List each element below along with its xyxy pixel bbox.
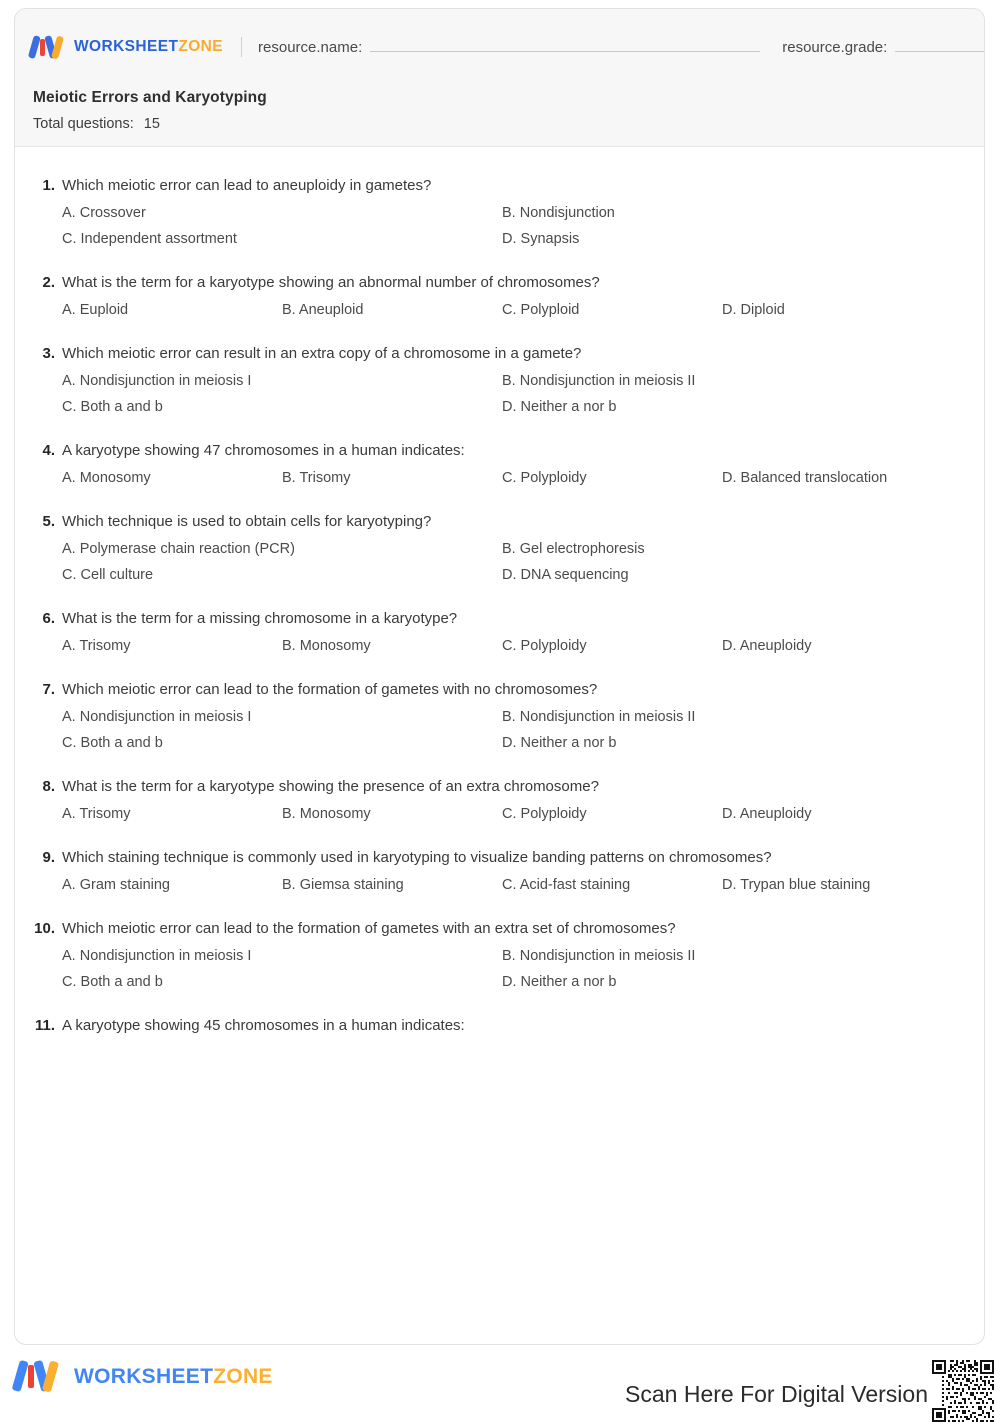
question-number: 9. <box>42 849 55 866</box>
question-number: 5. <box>42 513 55 530</box>
answer-option[interactable]: B. Nondisjunction <box>502 205 615 221</box>
answer-options <box>15 948 984 990</box>
question-spacer <box>15 668 984 679</box>
question-text: Which meiotic error can lead to the formation of gametes with no chromosomes? <box>62 681 598 698</box>
question-text: Which meiotic error can lead to the formation of gametes with an extra set of chromosomes? <box>62 920 676 937</box>
question-item <box>15 272 984 318</box>
footer-brand-word-zone: ZONE <box>213 1364 273 1388</box>
question-item <box>15 776 984 822</box>
answer-option[interactable]: B. Trisomy <box>282 470 351 486</box>
question-item <box>15 847 984 893</box>
answer-options <box>15 470 984 486</box>
answer-option[interactable]: B. Giemsa staining <box>282 877 404 893</box>
question-item <box>15 511 984 583</box>
answer-option[interactable]: B. Nondisjunction in meiosis II <box>502 373 696 389</box>
question-item <box>15 918 984 990</box>
question-number: 8. <box>42 778 55 795</box>
question-item <box>15 679 984 751</box>
question-number: 10. <box>34 920 55 937</box>
answer-option-row <box>15 470 984 486</box>
answer-option-row <box>15 948 984 964</box>
header-divider <box>241 37 242 57</box>
question-item <box>15 175 984 247</box>
answer-option[interactable]: C. Polyploidy <box>502 638 587 654</box>
answer-option[interactable]: D. Neither a nor b <box>502 735 617 751</box>
answer-option-row <box>15 974 984 990</box>
answer-option-row <box>15 205 984 221</box>
answer-option[interactable]: A. Trisomy <box>62 806 131 822</box>
question-heading <box>15 440 984 461</box>
answer-option[interactable]: D. Balanced translocation <box>722 470 888 486</box>
brand-wordmark <box>74 38 223 56</box>
question-heading <box>15 608 984 629</box>
question-number: 2. <box>42 274 55 291</box>
question-spacer <box>15 429 984 440</box>
answer-option-row <box>15 567 984 583</box>
answer-option[interactable]: B. Monosomy <box>282 638 371 654</box>
answer-options <box>15 373 984 415</box>
answer-option[interactable]: D. Synapsis <box>502 231 580 247</box>
question-number: 3. <box>42 345 55 362</box>
answer-option-row <box>15 877 984 893</box>
worksheet-title: Meiotic Errors and Karyotyping <box>33 89 267 106</box>
question-spacer <box>15 1050 984 1061</box>
answer-options <box>15 877 984 893</box>
answer-option[interactable]: A. Gram staining <box>62 877 170 893</box>
total-questions-label: Total questions: <box>33 116 134 132</box>
answer-option-row <box>15 541 984 557</box>
name-field[interactable] <box>258 38 760 56</box>
question-spacer <box>15 597 984 608</box>
answer-option-row <box>15 709 984 725</box>
question-heading <box>15 918 984 939</box>
answer-option[interactable]: C. Independent assortment <box>62 231 237 247</box>
answer-option[interactable]: C. Polyploidy <box>502 806 587 822</box>
worksheet-header <box>15 9 984 147</box>
answer-option-row <box>15 231 984 247</box>
header-row <box>33 33 984 61</box>
question-text: Which meiotic error can result in an extra copy of a chromosome in a gamete? <box>62 345 582 362</box>
question-spacer <box>15 765 984 776</box>
question-number: 11. <box>34 1017 55 1034</box>
brand-word-zone: ZONE <box>178 38 224 55</box>
worksheetzone-footer-logo-icon <box>18 1360 64 1393</box>
question-number: 7. <box>42 681 55 698</box>
answer-option[interactable]: A. Monosomy <box>62 470 151 486</box>
answer-option[interactable]: C. Polyploid <box>502 302 580 318</box>
grade-field[interactable] <box>782 38 985 56</box>
footer-brand-wordmark <box>74 1365 273 1389</box>
answer-option[interactable]: D. Aneuploidy <box>722 638 812 654</box>
answer-option-row <box>15 302 984 318</box>
answer-option[interactable]: C. Polyploidy <box>502 470 587 486</box>
answer-option[interactable]: A. Euploid <box>62 302 129 318</box>
answer-option[interactable]: C. Acid-fast staining <box>502 877 631 893</box>
name-field-label: resource.name: <box>258 39 363 56</box>
footer-brand-word-worksheet: WORKSHEET <box>74 1364 214 1388</box>
answer-option[interactable]: A. Nondisjunction in meiosis I <box>62 948 252 964</box>
question-spacer <box>15 332 984 343</box>
answer-option[interactable]: D. DNA sequencing <box>502 567 629 583</box>
answer-options <box>15 638 984 654</box>
question-spacer <box>15 500 984 511</box>
scan-prompt-text: Scan Here For Digital Version <box>625 1381 928 1407</box>
question-text: What is the term for a missing chromosome in a karyotype? <box>62 610 458 627</box>
question-heading <box>15 175 984 196</box>
worksheetzone-logo-icon <box>33 35 67 59</box>
question-item <box>15 343 984 415</box>
answer-options <box>15 541 984 583</box>
answer-option[interactable]: A. Crossover <box>62 205 146 221</box>
question-spacer <box>15 261 984 272</box>
answer-option[interactable]: B. Nondisjunction in meiosis II <box>502 948 696 964</box>
question-number: 6. <box>42 610 55 627</box>
name-field-line[interactable] <box>370 38 760 52</box>
question-heading <box>15 272 984 293</box>
answer-option[interactable]: A. Nondisjunction in meiosis I <box>62 373 252 389</box>
question-heading <box>15 679 984 700</box>
answer-options <box>15 709 984 751</box>
question-heading <box>15 511 984 532</box>
question-heading <box>15 343 984 364</box>
question-number: 4. <box>42 442 55 459</box>
answer-option[interactable]: C. Both a and b <box>62 974 163 990</box>
answer-option[interactable]: A. Polymerase chain reaction (PCR) <box>62 541 295 557</box>
question-item <box>15 1015 984 1036</box>
question-text: What is the term for a karyotype showing an abnormal number of chromosomes? <box>62 274 600 291</box>
question-heading <box>15 1015 984 1036</box>
answer-option[interactable]: D. Diploid <box>722 302 785 318</box>
answer-option[interactable]: B. Nondisjunction in meiosis II <box>502 709 696 725</box>
question-text: A karyotype showing 45 chromosomes in a human indicates: <box>62 1017 465 1034</box>
question-spacer <box>15 836 984 847</box>
question-spacer <box>15 1004 984 1015</box>
answer-option[interactable]: C. Both a and b <box>62 735 163 751</box>
grade-field-label: resource.grade: <box>782 39 888 56</box>
question-heading <box>15 847 984 868</box>
answer-option[interactable]: B. Monosomy <box>282 806 371 822</box>
question-number: 1. <box>42 177 55 194</box>
question-text: A karyotype showing 47 chromosomes in a human indicates: <box>62 442 465 459</box>
answer-option[interactable]: B. Aneuploid <box>282 302 364 318</box>
answer-option-row <box>15 806 984 822</box>
answer-option[interactable]: A. Nondisjunction in meiosis I <box>62 709 252 725</box>
answer-options <box>15 806 984 822</box>
answer-option[interactable]: C. Both a and b <box>62 399 163 415</box>
answer-option-row <box>15 373 984 389</box>
answer-option[interactable]: B. Gel electrophoresis <box>502 541 645 557</box>
total-questions-value: 15 <box>143 116 160 132</box>
qr-code-icon[interactable] <box>930 1358 996 1424</box>
answer-option[interactable]: D. Neither a nor b <box>502 974 617 990</box>
answer-option[interactable]: A. Trisomy <box>62 638 131 654</box>
answer-option-row <box>15 399 984 415</box>
page-footer <box>0 1352 1000 1414</box>
answer-option[interactable]: D. Neither a nor b <box>502 399 617 415</box>
total-questions <box>33 116 160 132</box>
question-spacer <box>15 907 984 918</box>
answer-option[interactable]: C. Cell culture <box>62 567 154 583</box>
grade-field-line[interactable] <box>895 38 985 52</box>
question-text: What is the term for a karyotype showing the presence of an extra chromosome? <box>62 778 599 795</box>
footer-logo <box>18 1360 273 1393</box>
answer-option[interactable]: D. Aneuploidy <box>722 806 812 822</box>
answer-option-row <box>15 638 984 654</box>
brand-word-worksheet: WORKSHEET <box>74 38 179 55</box>
answer-options <box>15 205 984 247</box>
question-item <box>15 440 984 486</box>
question-text: Which meiotic error can lead to aneuploidy in gametes? <box>62 177 432 194</box>
question-text: Which technique is used to obtain cells for karyotyping? <box>62 513 432 530</box>
question-heading <box>15 776 984 797</box>
worksheet-card <box>14 8 985 1345</box>
answer-option-row <box>15 735 984 751</box>
questions-list <box>15 147 984 1061</box>
answer-option[interactable]: D. Trypan blue staining <box>722 877 871 893</box>
question-text: Which staining technique is commonly used in karyotyping to visualize banding patterns on chromosomes? <box>62 849 772 866</box>
answer-options <box>15 302 984 318</box>
question-item <box>15 608 984 654</box>
